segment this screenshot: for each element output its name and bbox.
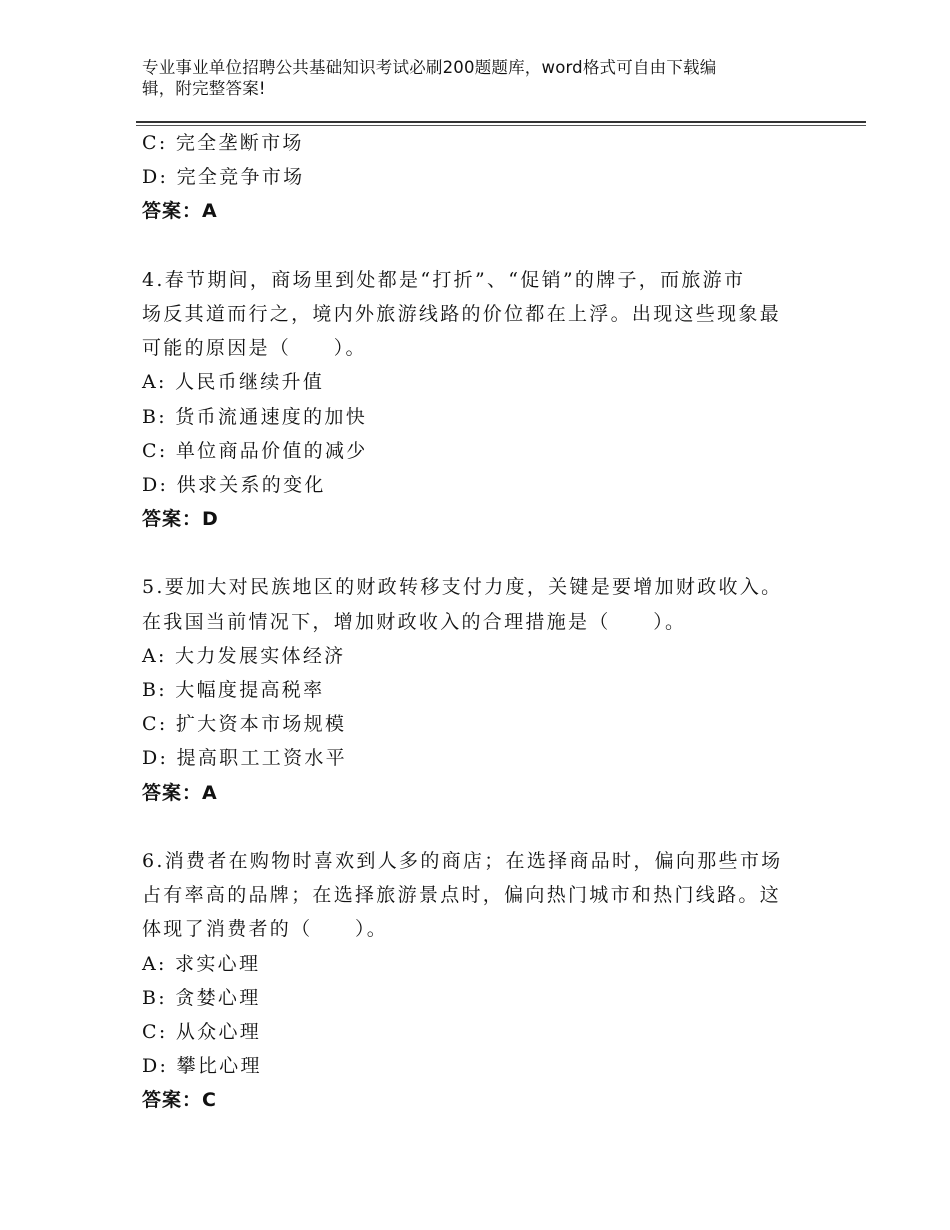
question-text-line: 可能的原因是（ ）。 [142, 337, 367, 360]
option-c: C: 从众心理 [142, 1020, 262, 1043]
spacer [142, 229, 802, 263]
question-text-line: 5.要加大对民族地区的财政转移支付力度，关键是要增加财政收入。 [142, 576, 783, 599]
option-a: A: 大力发展实体经济 [142, 644, 346, 667]
question-text-line: 6.消费者在购物时喜欢到人多的商店；在选择商品时，偏向那些市场 [142, 849, 783, 872]
option-c: C: 完全垄断市场 [142, 132, 304, 154]
answer-label: 答案：A [142, 200, 218, 223]
question-text-line: 场反其道而行之，境内外旅游线路的价位都在上浮。出现这些现象最 [142, 302, 782, 325]
question-block-6 [142, 844, 802, 1118]
option-d: D: 供求关系的变化 [142, 473, 326, 496]
question-text-line: 体现了消费者的（ ）。 [142, 918, 389, 941]
answer-label: 答案：D [142, 508, 219, 531]
question-block-3-tail [142, 126, 802, 229]
option-a: A: 人民币继续升值 [142, 371, 325, 394]
header-line-1: 专业事业单位招聘公共基础知识考试必刷200题题库，word格式可自由下载编 [142, 58, 717, 77]
option-c: C: 单位商品价值的减少 [142, 439, 368, 462]
question-block-5 [142, 570, 802, 809]
header-rule-thick [136, 121, 866, 123]
option-d: D: 提高职工工资水平 [142, 747, 347, 770]
question-text-line: 占有率高的品牌；在选择旅游景点时，偏向热门城市和热门线路。这 [142, 884, 782, 907]
option-b: B: 大幅度提高税率 [142, 679, 325, 701]
spacer [142, 536, 802, 570]
question-block-4 [142, 263, 802, 537]
spacer [142, 810, 802, 844]
option-d: D: 攀比心理 [142, 1055, 262, 1078]
question-text-line: 在我国当前情况下，增加财政收入的合理措施是（ ）。 [142, 610, 687, 633]
option-b: B: 贪婪心理 [142, 986, 261, 1009]
option-b: B: 货币流通速度的加快 [142, 405, 368, 428]
question-list [142, 126, 802, 1117]
page-header [142, 57, 792, 99]
question-text-line: 4.春节期间，商场里到处都是“打折”、“促销”的牌子，而旅游市 [142, 268, 746, 291]
answer-label: 答案：C [142, 1089, 217, 1112]
option-c: C: 扩大资本市场规模 [142, 713, 347, 736]
answer-label: 答案：A [142, 781, 218, 804]
option-d: D: 完全竞争市场 [142, 166, 305, 189]
header-line-2: 辑，附完整答案! [142, 79, 266, 98]
option-a: A: 求实心理 [142, 952, 261, 975]
